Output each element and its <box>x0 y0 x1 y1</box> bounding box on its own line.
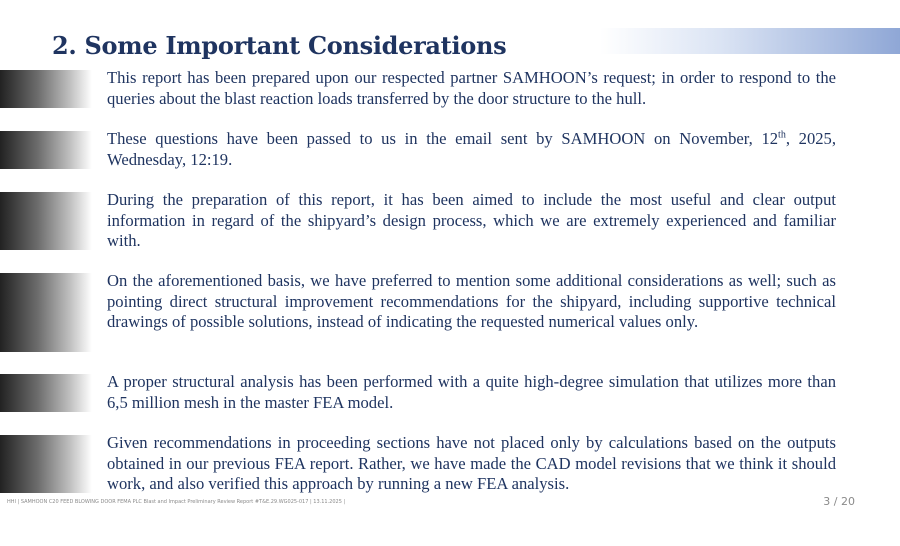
paragraph-marker <box>0 374 92 412</box>
paragraph-structural-analysis: A proper structural analysis has been performed with a quite high-degree simulation that utilizes more than 6,5 million mesh in the master FEA model. <box>107 372 836 412</box>
paragraph-email-date-text-end: , 2025, Wednesday, 12:19. <box>107 129 836 169</box>
paragraph-recommendations: Given recommendations in proceeding sections have not placed only by calculations based on the outputs obtained in our previous FEA report. Rather, we have made the CAD model revisions that we think it should work, and also verified this approach by running a new FEA analysis. <box>107 433 836 493</box>
paragraph-marker <box>0 131 92 169</box>
paragraph-additional-considerations: On the aforementioned basis, we have preferred to mention some additional considerations as well; such as pointing direct structural improvement recommendations for the shipyard, including supportive technical drawings of possible solutions, instead of indicating the requested numerical values only. <box>107 271 836 331</box>
paragraph-email-date-text: These questions have been passed to us in the email sent by SAMHOON on November, 12 <box>107 129 779 148</box>
page-title: 2. Some Important Considerations <box>52 31 507 60</box>
header-gradient-bar <box>600 28 900 54</box>
paragraph-report-purpose: This report has been prepared upon our respected partner SAMHOON’s request; in order to respond to the queries about the blast reaction loads transferred by the door structure to the hull. <box>107 68 836 108</box>
paragraph-marker <box>0 273 92 352</box>
paragraph-marker <box>0 192 92 250</box>
page-number: 3 / 20 <box>823 495 855 508</box>
paragraph-preparation: During the preparation of this report, it has been aimed to include the most useful and clear output information in regard of the shipyard’s design process, which we are extremely experienced and familiar with. <box>107 190 836 250</box>
footer-document-reference: HHI | SAMHOON C20 FEED BLOWING DOOR FEMA PLC Blast and Impact Preliminary Review Report #T&E.29.WG025-017 | 13.11.2025 | <box>7 499 346 505</box>
date-ordinal-suffix: th <box>778 129 786 141</box>
paragraph-marker <box>0 435 92 493</box>
paragraph-marker <box>0 70 92 108</box>
paragraph-email-date <box>107 129 836 170</box>
